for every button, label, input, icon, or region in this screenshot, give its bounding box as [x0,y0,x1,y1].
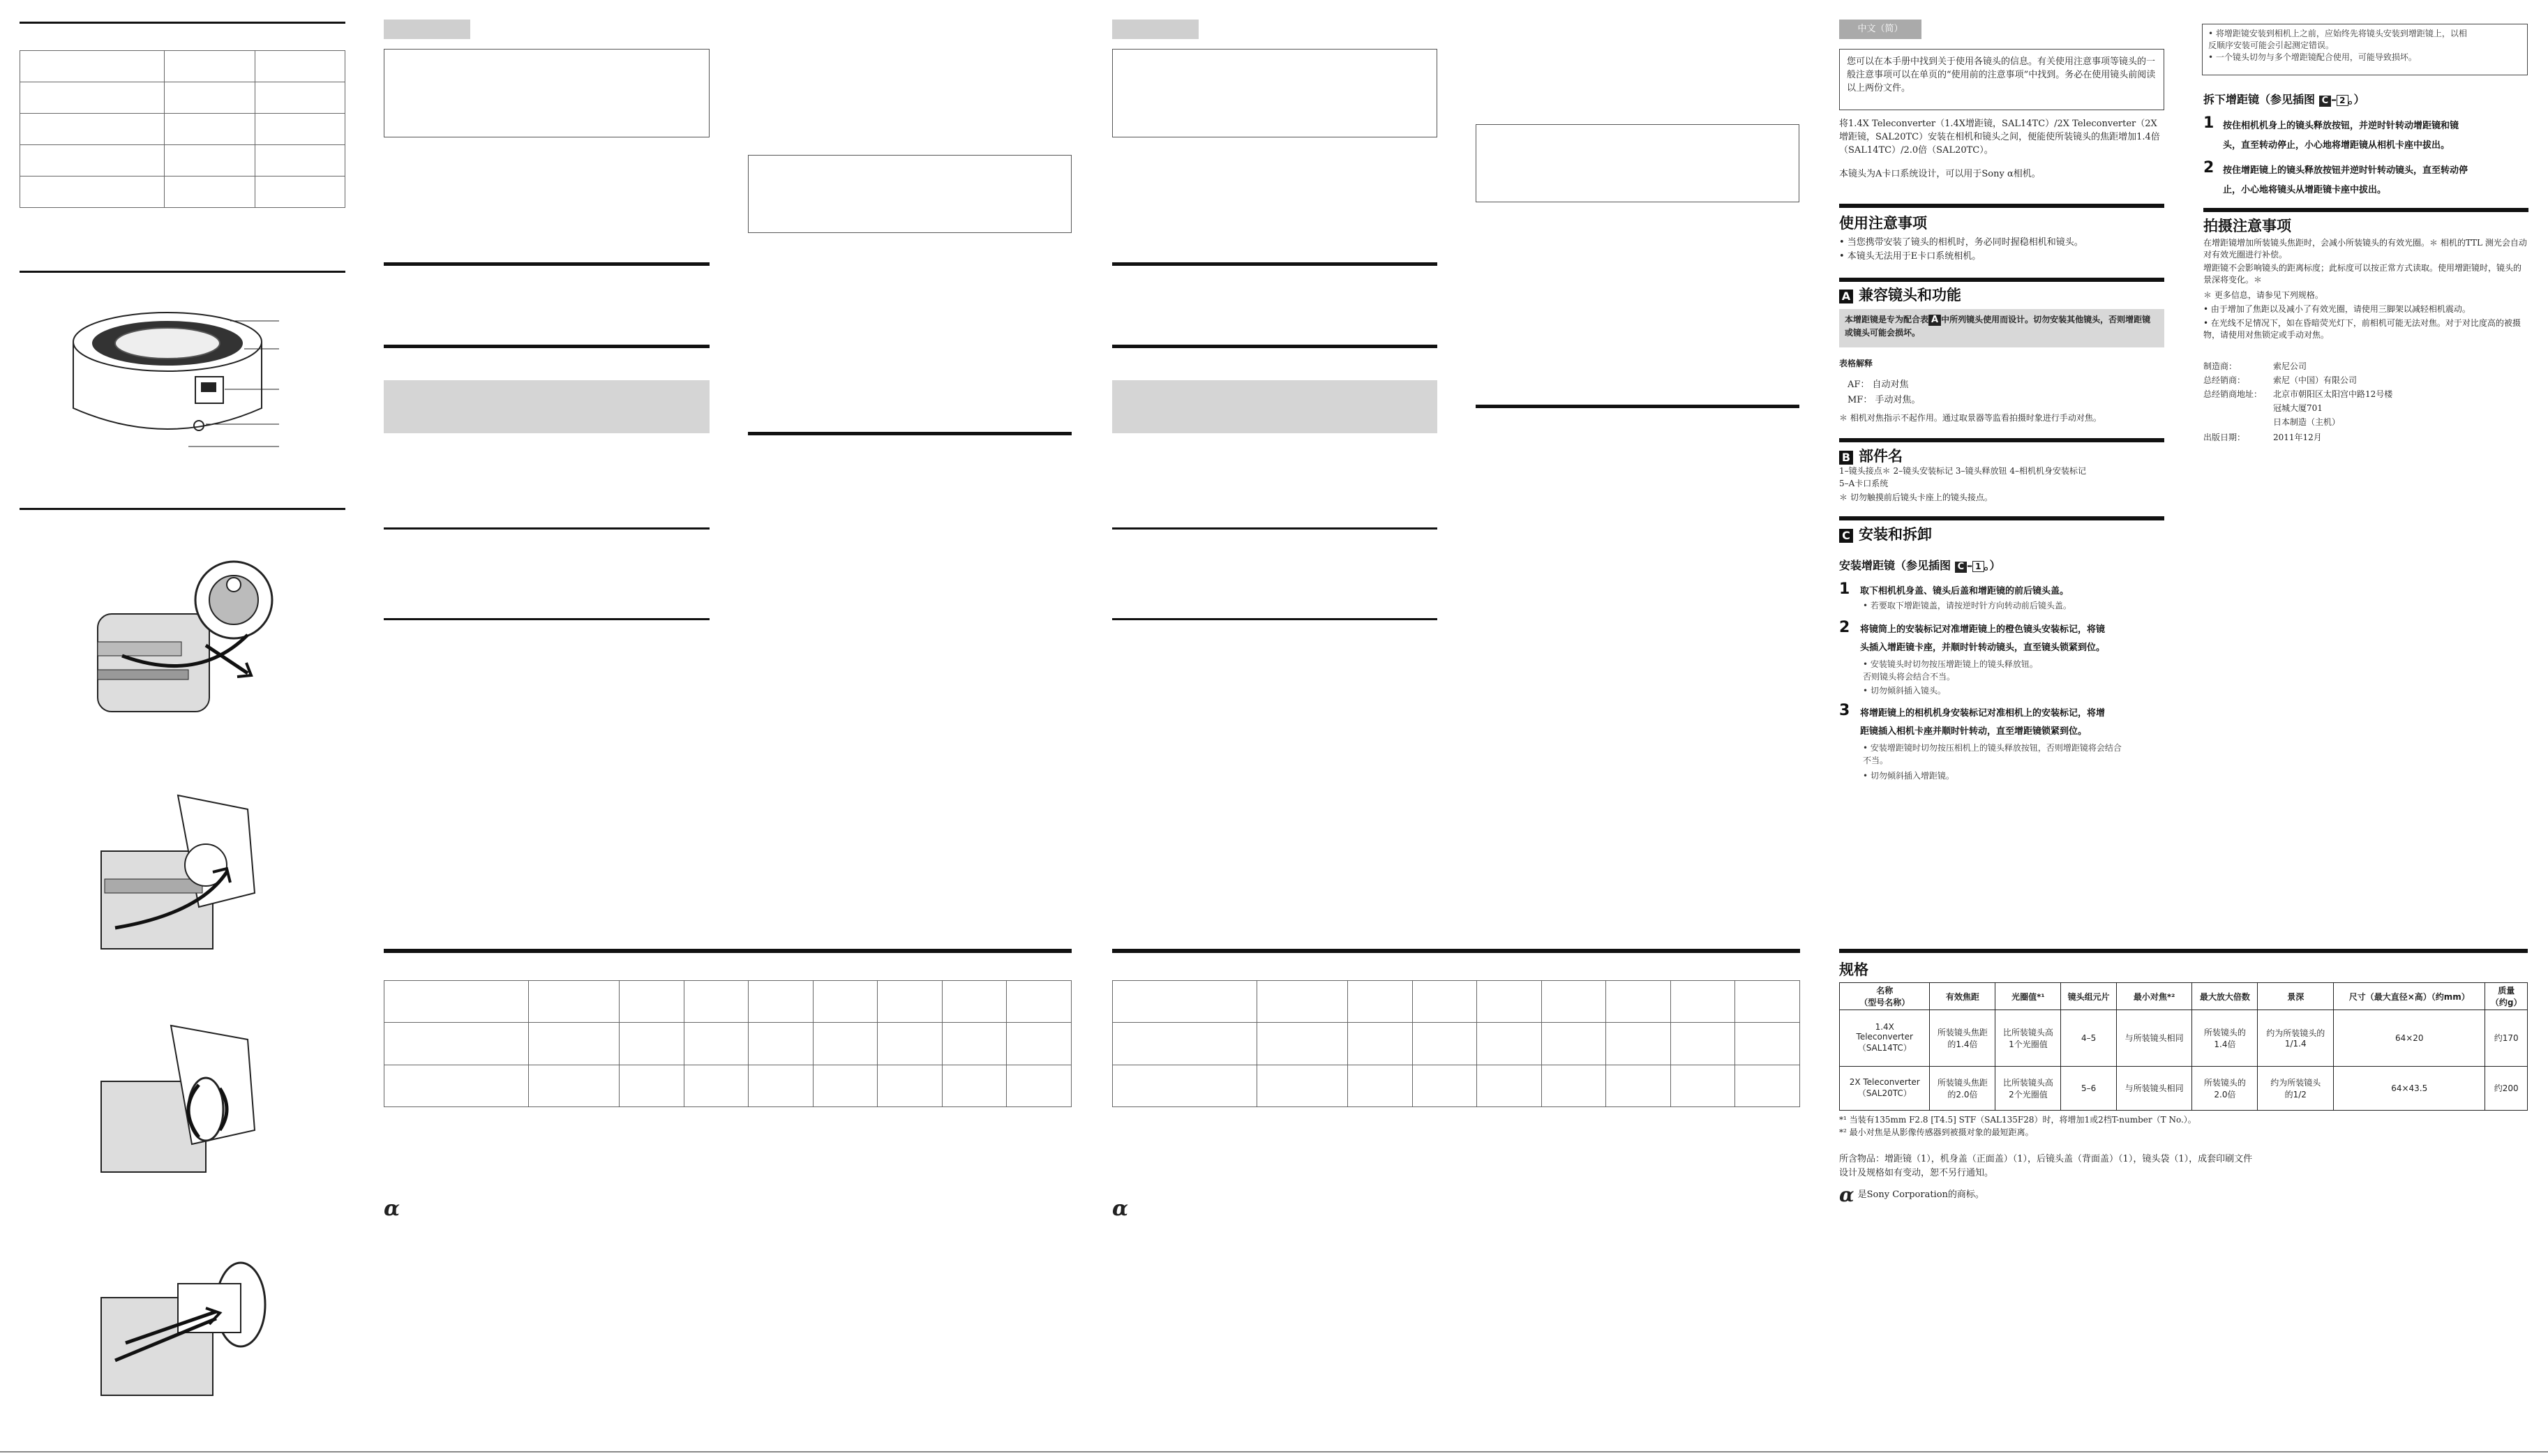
spec-heading: 规格 [1839,961,1868,978]
warning-text-a: 本增距镜是专为配合表 [1845,315,1929,324]
spec-cell: 约200 [2485,1066,2528,1110]
col1-top-rule [20,22,345,24]
spec-footnote-1: *¹ 当装有135mm F2.8 [T4.5] STF（SAL135F28）时，将增加1或2档T-number（T No.）。 [1839,1115,2196,1125]
col4-rule-1 [1112,262,1437,266]
attach-illustration-2 [94,781,276,956]
shoot-paragraph-5: • 在光线不足情况下，如在昏暗荧光灯下，前相机可能无法对焦。对于对比度高的被摄物，请使用对焦锁定或手动对焦。 [2203,318,2521,340]
spec-cell: 64×20 [2334,1010,2485,1067]
attach-step-1-sub: • 若要取下增距镜盖，请按逆时针方向转动前后镜头盖。 [1863,601,2071,610]
section-b-heading [1839,445,1903,466]
col2-rule-2 [384,345,710,348]
note-2: • 本镜头无法用于E卡口系统相机。 [1839,251,1981,262]
attach-step-2-text-a: 将镜筒上的安装标记对准增距镜上的橙色镜头安装标记，将镜 [1860,624,2106,635]
spec-cell: 5–6 [2061,1066,2116,1110]
shoot-paragraph-3: ＊ 更多信息，请参见下列规格。 [2203,290,2323,300]
address-label: 总经销商地址： [2203,389,2263,399]
section-a-rule [1839,278,2164,282]
spec-cell: 与所装镜头相同 [2116,1010,2192,1067]
detach-title-text: 拆下增距镜（参见插图 [2203,93,2316,106]
detach-step-1-num: 1 [2203,114,2214,132]
notes-heading: 使用注意事项 [1839,215,1927,232]
wide-rule-mid [1112,949,1800,953]
section-b-title: 部件名 [1859,448,1903,465]
date-value: 2011年12月 [2273,433,2322,442]
distributor-value: 索尼（中国）有限公司 [2273,375,2358,385]
spec-cell: 约为所装镜头 的1/2 [2258,1066,2334,1110]
shoot-paragraph-2: 增距镜不会影响镜头的距离标度；此标度可以按正常方式读取。使用增距镜时，镜头的景深将变化。＊ [2203,263,2522,285]
detach-ref-letter: C [2319,96,2332,107]
distributor-label: 总经销商： [2203,375,2246,385]
intro-paragraph-2: 本镜头为A卡口系统设计，可以用于Sony α相机。 [1839,169,2041,179]
caution-line-1: • 将增距镜安装到相机上之前，应始终先将镜头安装到增距镜上，以相 [2208,29,2467,38]
lang-tab: 中文（简） [1839,20,1921,39]
spec-row [1840,1066,2528,1110]
section-a-letter: A [1839,290,1853,303]
col2-rule-3 [384,527,710,530]
warning-text-b: 中所列镜头使用而设计。切勿安装其他镜头，否则增距镜或镜头可能会损坏。 [1845,315,2151,338]
col3-box [748,155,1072,233]
col1-rule-2 [20,271,345,273]
alpha-logo-left: α [384,1196,400,1221]
parts-line-1: 1–镜头接点＊ 2–镜头安装标记 3–镜头释放钮 4–相机机身安装标记 [1839,466,2086,476]
section-c-rule [1839,516,2164,520]
parts-line-2: 5–A卡口系统 [1839,479,1889,488]
col2-rule-1 [384,262,710,266]
spec-header-cell: 景深 [2258,983,2334,1010]
spec-footnote-2: *² 最小对焦是从影像传感器到被摄对象的最短距离。 [1839,1127,2034,1137]
col2-lang-tab [384,20,470,39]
detach-title: 拆下增距镜（参见插图 C – 2 。） [2203,93,2365,106]
legend-mf: MF： 手动对焦。 [1848,395,1921,405]
attach-illustration-3 [94,1012,276,1179]
spec-row [1840,1010,2528,1067]
detach-illustration [94,1242,276,1402]
attach-step-3-text-a: 将增距镜上的相机机身安装标记对准相机上的安装标记，将增 [1860,708,2106,719]
attach-ref-letter: C [1955,562,1968,573]
section-c-heading [1839,523,1932,544]
spec-rule [1839,949,2528,953]
spec-cell: 比所装镜头高 1个光圈值 [1995,1010,2061,1067]
note-1: • 当您携带安装了镜头的相机时，务必同时握稳相机和镜头。 [1839,237,2083,248]
maker-value: 索尼公司 [2273,361,2307,371]
spec-header-row [1840,983,2528,1010]
attach-illustration-1 [94,558,276,719]
spec-cell: 2X Teleconverter （SAL20TC） [1840,1066,1930,1110]
table-legend-title: 表格解释 [1839,359,1873,368]
spec-cell: 比所装镜头高 2个光圈值 [1995,1066,2061,1110]
col3-rule [748,432,1072,435]
shoot-rule [2203,208,2528,212]
col5-rule [1476,405,1799,408]
caution-box [2202,24,2528,75]
col1-rule-3 [20,508,345,510]
detach-step-2-text-a: 按住增距镜上的镜头释放按钮并逆时针转动镜头，直至转动停 [2223,165,2468,176]
compat-table-outline [20,50,345,208]
spec-header-cell: 最大放大倍数 [2192,983,2258,1010]
col4-rule-2 [1112,345,1437,348]
date-label: 出版日期： [2203,433,2246,442]
detach-step-2-text-b: 止，小心地将镜头从增距镜卡座中拔出。 [2223,185,2387,195]
spec-cell: 64×43.5 [2334,1066,2485,1110]
section-b-rule [1839,438,2164,442]
spec-cell: 约为所装镜头的 1/1.4 [2258,1010,2334,1067]
detach-step-2-num: 2 [2203,159,2214,177]
attach-step-3-num: 3 [1839,702,1850,719]
spec-header-cell: 名称 （型号名称） [1840,983,1930,1010]
spec-header-cell: 镜头组元片 [2061,983,2116,1010]
shoot-heading: 拍摄注意事项 [2203,218,2291,234]
attach-step-2-num: 2 [1839,619,1850,636]
spec-cell: 与所装镜头相同 [2116,1066,2192,1110]
legend-note: ＊ 相机对焦指示不起作用。通过取景器等监看拍摄时象进行手动对焦。 [1839,413,2101,423]
spec-cell: 所装镜头焦距 的1.4倍 [1930,1010,1995,1067]
spec-cell: 4–5 [2061,1010,2116,1067]
address-value-2: 冠城大厦701 [2273,403,2323,413]
attach-title-text: 安装增距镜（参见插图 [1839,559,1951,572]
attach-step-3-sub-2: 不当。 [1863,756,1889,765]
spec-header-cell: 光圈值*¹ [1995,983,2061,1010]
spec-cell: 所装镜头的 1.4倍 [2192,1010,2258,1067]
parts-note: ＊ 切勿触摸前后镜头卡座上的镜头接点。 [1839,493,1993,502]
bottom-table-mid [1112,980,1800,1107]
intro-box: 您可以在本手册中找到关于使用各镜头的信息。有关使用注意事项等镜头的一般注意事项可以在单页的“使用前的注意事项”中找到。务必在使用镜头前阅读以上两份文件。 [1839,49,2164,110]
section-c-letter: C [1839,529,1853,543]
col4-rule-4 [1112,618,1437,620]
section-c-title: 安装和拆卸 [1859,526,1932,543]
accessories: 所含物品：增距镜（1），机身盖（正面盖）（1），后镜头盖（背面盖）（1），镜头袋（1），成套印刷文件 [1839,1154,2253,1164]
spec-cell: 约170 [2485,1010,2528,1067]
teleconverter-parts-diagram [63,307,286,467]
origin: 日本制造（主机） [2273,417,2341,427]
spec-table [1839,982,2528,1111]
maker-label: 制造商： [2203,361,2238,371]
attach-step-2-sub-3: • 切勿倾斜插入镜头。 [1863,686,1946,696]
spec-header-cell: 质量 （约g） [2485,983,2528,1010]
alpha-logo-mid: α [1112,1196,1129,1221]
attach-step-3-sub-3: • 切勿倾斜插入增距镜。 [1863,771,1954,781]
spec-header-cell: 尺寸（最大直径×高）（约mm） [2334,983,2485,1010]
page-bottom-rule [0,1451,2548,1453]
alpha-logo-right: α [1839,1183,1854,1206]
col2-gray-band [384,380,710,433]
caution-line-2: 反顺序安装可能会引起测定错误。 [2208,40,2335,50]
address-value-1: 北京市朝阳区太阳宫中路12号楼 [2273,389,2393,399]
detach-ref-num: 2 [2337,95,2348,106]
section-a-heading [1839,284,1961,305]
section-a-title: 兼容镜头和功能 [1859,287,1961,303]
spec-header-cell: 最小对焦*² [2116,983,2192,1010]
col5-box [1476,124,1799,202]
attach-title-close: 。） [1984,559,2001,572]
col2-rule-4 [384,618,710,620]
spec-cell: 所装镜头焦距 的2.0倍 [1930,1066,1995,1110]
attach-step-1-num: 1 [1839,580,1850,598]
attach-step-2-sub-2: 否则镜头将会结合不当。 [1863,672,1956,682]
detach-step-1-text-b: 头，直至转动停止，小心地将增距镜从相机卡座中拔出。 [2223,140,2450,151]
col2-intro-box [384,49,710,137]
attach-step-2-text-b: 头插入增距镜卡座，并顺时针转动镜头，直至镜头锁紧到位。 [1860,643,2106,653]
attach-title: 安装增距镜（参见插图 C – 1 。） [1839,559,2001,572]
attach-step-3-sub-1: • 安装增距镜时切勿按压相机上的镜头释放按钮，否则增距镜将会结合 [1863,743,2122,753]
section-a-warning-box [1839,309,2164,347]
section-b-letter: B [1839,451,1853,465]
attach-ref-num: 1 [1972,561,1984,572]
shoot-paragraph-1: 在增距镜增加所装镜头焦距时，会减小所装镜头的有效光圈。＊ 相机的TTL 测光会自动对有效光圈进行补偿。 [2203,238,2527,260]
trademark-line [1839,1183,1984,1206]
legend-af: AF： 自动对焦 [1848,380,1909,390]
bottom-table-left [384,980,1072,1107]
spec-header-cell: 有效焦距 [1930,983,1995,1010]
wide-rule-left [384,949,1072,953]
shoot-paragraph-4: • 由于增加了焦距以及减小了有效光圈，请使用三脚架以减轻相机震动。 [2203,304,2471,314]
caution-line-3: • 一个镜头切勿与多个增距镜配合使用，可能导致损坏。 [2208,52,2417,62]
detach-step-1-text-a: 按住相机机身上的镜头释放按钮，并逆时针转动增距镜和镜 [2223,121,2459,131]
intro-paragraph-1: 将1.4X Teleconverter（1.4X增距镜，SAL14TC）/2X Teleconverter（2X增距镜，SAL20TC）安装在相机和镜头之间，便能使所装镜头的焦距增加1.4倍（SAL14TC）/2.0倍（SAL20TC）。 [1839,119,2160,156]
detach-title-close: 。） [2348,93,2365,106]
col4-gray-band [1112,380,1437,433]
col4-intro-box [1112,49,1437,137]
attach-step-1-text: 取下相机机身盖、镜头后盖和增距镜的前后镜头盖。 [1860,586,2069,596]
col4-rule-3 [1112,527,1437,530]
spec-cell: 1.4X Teleconverter （SAL14TC） [1840,1010,1930,1067]
col4-lang-tab-bg [1112,20,1199,39]
design-notice: 设计及规格如有变动，恕不另行通知。 [1839,1168,1994,1178]
attach-step-2-sub-1: • 安装镜头时切勿按压增距镜上的镜头释放钮。 [1863,659,2038,669]
warning-ref-letter: A [1928,315,1941,326]
trademark-text: 是Sony Corporation的商标。 [1857,1189,1984,1200]
spec-cell: 所装镜头的 2.0倍 [2192,1066,2258,1110]
notes-rule [1839,204,2164,208]
attach-step-3-text-b: 距镜插入相机卡座并顺时针转动，直至增距镜锁紧到位。 [1860,726,2088,737]
